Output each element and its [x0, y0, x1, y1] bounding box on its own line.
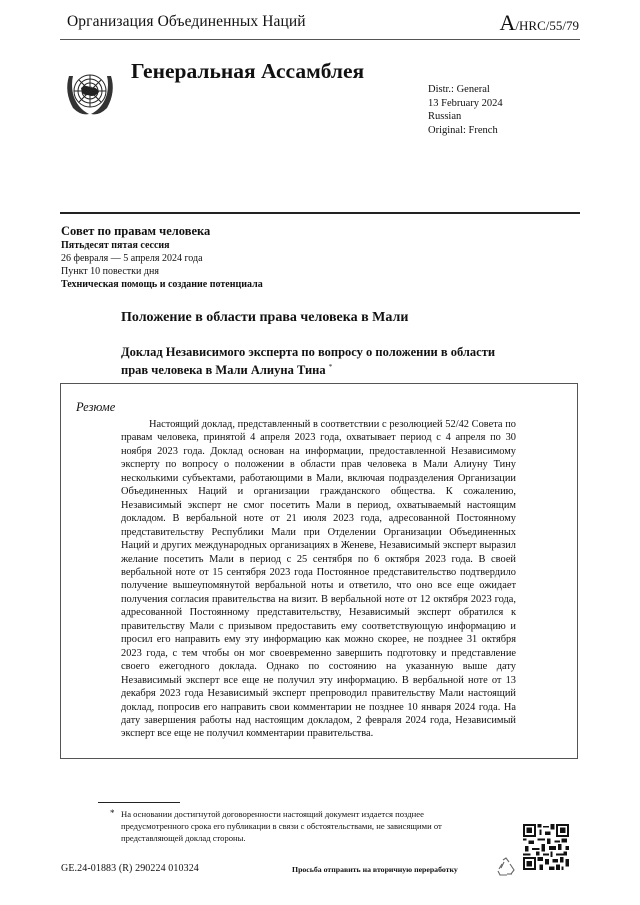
report-subtitle	[121, 345, 531, 378]
agenda-title: Техническая помощь и создание потенциала	[61, 279, 263, 290]
council-name: Совет по правам человека	[61, 224, 211, 238]
distr-date: 13 February 2024	[428, 97, 503, 109]
distr-language: Russian	[428, 111, 462, 122]
session-dates: 26 февраля — 5 апреля 2024 года	[61, 253, 203, 264]
qr-code-icon[interactable]	[523, 824, 569, 870]
session-name: Пятьдесят пятая сессия	[61, 240, 170, 251]
footnote-reference[interactable]: *	[328, 363, 333, 371]
symbol-suffix: /HRC/55/79	[515, 18, 579, 33]
header-thick-rule	[60, 212, 580, 214]
assembly-title: Генеральная Ассамблея	[131, 59, 365, 83]
document-number: GE.24-01883 (R) 290224 010324	[61, 863, 199, 874]
organization-name: Организация Объединенных Наций	[67, 13, 306, 30]
subtitle-line-1: Доклад Независимого эксперта по вопросу о положении в области	[121, 345, 496, 359]
agenda-item: Пункт 10 повестки дня	[61, 266, 159, 277]
distr-original: Original: French	[428, 124, 498, 136]
un-emblem-icon	[61, 64, 119, 122]
summary-label: Резюме	[76, 400, 116, 414]
header-rule	[60, 39, 580, 40]
distribution-block	[428, 83, 503, 137]
footnote-text: На основании достигнутой договоренности настоящий документ издается позднее предусмотренного срока его публикации в связи с обстоятельствами, не зависящими от представляющей доклад стороны.	[121, 809, 442, 844]
summary-text: Настоящий доклад, представленный в соответствии с резолюцией 52/42 Совета по правам человека, принятой 4 апреля 2023 года, охватывает период с 4 апреля по 30 ноября 2023 года. Доклад основан на информации, предоставленной Независимому эксперту по вопросу о положении в области прав человека в Мали Алиуну Тину несколькими субъектами, работающими в Мали, включая подразделения Организации Объединенных Наций и организации гражданского общества. К сожалению, Независимый эксперт не смог посетить Мали в период, охватываемый настоящим докладом. В вербальной ноте от 21 июля 2023 года, адресованной Постоянному представительству Республики Мали при Отделении Организации Объединенных Наций и других международных организациях в Женеве, Независимый эксперт выразил желание посетить Мали в период с 25 сентября по 6 октября 2023 года. В своей вербальной ноте от 15 сентября 2023 года Постоянное представительство подтвердило получение вышеупомянутой вербальной ноты и ответило, что оно все еще ожидает получения согласия правительства на визит. В вербальной ноте от 12 октября 2023 года, адресованной Постоянному представительству, Независимый эксперт обратился к правительству Мали с призывом предоставить ему соответствующую информацию и просил его направить ему эту информацию как можно скорее, не позднее 31 октября 2023 года, с тем чтобы он мог своевременно завершить подготовку и представление своего ежегодного доклада. Однако по состоянию на указанную выше дату Независимый эксперт все еще не получил эту информацию. В вербальной ноте от 13 декабря 2023 года Независимый эксперт препроводил правительству Мали настоящий доклад, попросив его направить свои комментарии не позднее 10 января 2024 года. На дату завершения работы над настоящим докладом, 2 февраля 2024 года, Независимый эксперт все еще не получил комментарии правительства.	[121, 419, 516, 740]
recycle-icon	[495, 856, 517, 878]
document-symbol	[500, 10, 579, 36]
footnote-mark: *	[110, 808, 115, 818]
symbol-prefix: A	[499, 10, 516, 35]
footnote-rule	[98, 802, 180, 803]
report-main-title: Положение в области права человека в Мали	[121, 310, 409, 325]
subtitle-line-2: прав человека в Мали Алиуна Тина *	[121, 363, 333, 378]
distr-general: Distr.: General	[428, 84, 490, 95]
recycle-notice: Просьба отправить на вторичную переработку	[292, 865, 458, 874]
